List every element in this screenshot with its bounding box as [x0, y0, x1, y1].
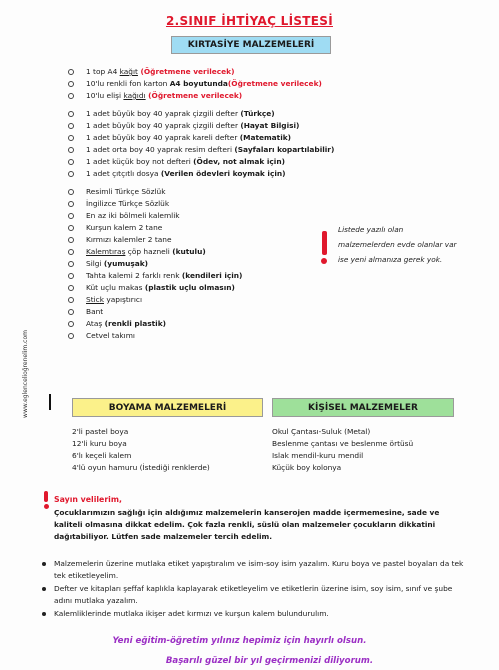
circle-bullet-icon — [68, 171, 74, 177]
circle-bullet-icon — [68, 93, 74, 99]
circle-bullet-icon — [68, 111, 74, 117]
kisisel-item: Beslenme çantası ve beslenme örtüsü — [272, 439, 414, 448]
circle-bullet-icon — [68, 333, 74, 339]
instruction-item: Defter ve kitapları şeffaf kaplıkla kaplayarak etiketleyelim ve etiketlerin üzerine isim, soy isim, sınıf ve şube adını mutlaka yazalım. — [40, 583, 470, 606]
supply-item: Stick yapıştırıcı — [66, 294, 366, 306]
instruction-item: Kalemliklerinde mutlaka ikişer adet kırmızı ve kurşun kalem bulundurulım. — [40, 608, 470, 620]
supply-item: Kırmızı kalemler 2 tane — [66, 234, 366, 246]
kisisel-header: KİŞİSEL MALZEMELER — [272, 398, 454, 417]
circle-bullet-icon — [68, 189, 74, 195]
supply-item: İngilizce Türkçe Sözlük — [66, 198, 366, 210]
circle-bullet-icon — [68, 81, 74, 87]
circle-bullet-icon — [68, 159, 74, 165]
supply-item: Küt uçlu makas (plastik uçlu olmasın) — [66, 282, 366, 294]
closing-line-2: Başarılı güzel bir yıl geçirmenizi diliyorum. — [165, 656, 374, 666]
supply-item: Cetvel takımı — [66, 330, 366, 342]
bullet-icon — [42, 562, 46, 566]
supply-item: 10'lu elişi kağıdı (Öğretmene verilecek) — [66, 90, 366, 102]
list-note: Listede yazılı olan malzemelerden evde olanlar var ise yeni almanıza gerek yok. — [338, 225, 457, 264]
boyama-item: 4'lü oyun hamuru (İstediği renklerde) — [72, 463, 210, 472]
text-cursor — [49, 394, 51, 410]
circle-bullet-icon — [68, 285, 74, 291]
supply-item: 1 top A4 kağıt (Öğretmene verilecek) — [66, 66, 366, 78]
circle-bullet-icon — [68, 261, 74, 267]
watermark: www.eglencelioğrenelim.com — [22, 330, 29, 418]
circle-bullet-icon — [68, 213, 74, 219]
supply-item: Ataş (renkli plastik) — [66, 318, 366, 330]
document-title: 2.SINIF İHTİYAÇ LİSTESİ — [165, 14, 333, 28]
supply-item: Silgi (yumuşak) — [66, 258, 366, 270]
kisisel-item: Okul Çantası-Suluk (Metal) — [272, 427, 371, 436]
supply-item: 1 adet çıtçıtlı dosya (Verilen ödevleri koymak için) — [66, 168, 366, 180]
boyama-item: 12'li kuru boya — [72, 439, 127, 448]
supply-item: 1 adet orta boy 40 yaprak resim defteri (Sayfaları kopartılabilir) — [66, 144, 366, 156]
supply-item: Kurşun kalem 2 tane — [66, 222, 366, 234]
supply-item: 1 adet küçük boy not defteri (Ödev, not almak için) — [66, 156, 366, 168]
bullet-icon — [42, 587, 46, 591]
supply-item: 10'lu renkli fon karton A4 boyutunda(Öğretmene verilecek) — [66, 78, 366, 90]
warning-exclamation-icon — [43, 491, 49, 509]
kisisel-item: Küçük boy kolonya — [272, 463, 342, 472]
circle-bullet-icon — [68, 297, 74, 303]
circle-bullet-icon — [68, 201, 74, 207]
warning-title: Sayın velilerim, — [54, 495, 122, 504]
kisisel-item: Islak mendil-kuru mendil — [272, 451, 364, 460]
circle-bullet-icon — [68, 273, 74, 279]
supply-item: 1 adet büyük boy 40 yaprak çizgili defter (Türkçe) — [66, 108, 366, 120]
closing-line-1: Yeni eğitim-öğretim yılınız hepimiz için hayırlı olsun. — [112, 636, 367, 646]
circle-bullet-icon — [68, 225, 74, 231]
circle-bullet-icon — [68, 309, 74, 315]
circle-bullet-icon — [68, 135, 74, 141]
warning-body: Çocuklarımızın sağlığı için aldığımız malzemelerin kanserojen madde içermemesine, sade ve kaliteli olmasına dikkat edelim. Çok fazla renkli, süslü olan malzemeler çocukların dikkatini dağıtabiliyor. Lütfen sade malzemeler tercih edelim. — [54, 508, 440, 541]
kirtasiye-header: KIRTASİYE MALZEMELERİ — [171, 36, 331, 54]
boyama-list — [72, 426, 210, 474]
supply-item: 1 adet büyük boy 40 yaprak kareli defter (Matematik) — [66, 132, 366, 144]
instruction-item: Malzemelerin üzerine mutlaka etiket yapıştıralım ve isim-soy isim yazalım. Kuru boya ve pastel boyaları da tek tek etiketleyelim. — [40, 558, 470, 581]
supplies-list — [66, 66, 366, 342]
supply-item: Resimli Türkçe Sözlük — [66, 186, 366, 198]
circle-bullet-icon — [68, 147, 74, 153]
circle-bullet-icon — [68, 249, 74, 255]
circle-bullet-icon — [68, 321, 74, 327]
exclamation-icon — [321, 231, 327, 264]
circle-bullet-icon — [68, 237, 74, 243]
circle-bullet-icon — [68, 123, 74, 129]
boyama-item: 6'lı keçeli kalem — [72, 451, 132, 460]
instructions-list — [40, 558, 470, 622]
supply-item: En az iki bölmeli kalemlik — [66, 210, 366, 222]
boyama-header: BOYAMA MALZEMELERİ — [72, 398, 263, 417]
circle-bullet-icon — [68, 69, 74, 75]
boyama-item: 2'li pastel boya — [72, 427, 129, 436]
kisisel-list — [272, 426, 413, 474]
supply-item: Tahta kalemi 2 farklı renk (kendileri için) — [66, 270, 366, 282]
bullet-icon — [42, 612, 46, 616]
supply-item: 1 adet büyük boy 40 yaprak çizgili defter (Hayat Bilgisi) — [66, 120, 366, 132]
supply-item: Bant — [66, 306, 366, 318]
supply-item: Kalemtıraş çöp hazneli (kutulu) — [66, 246, 366, 258]
